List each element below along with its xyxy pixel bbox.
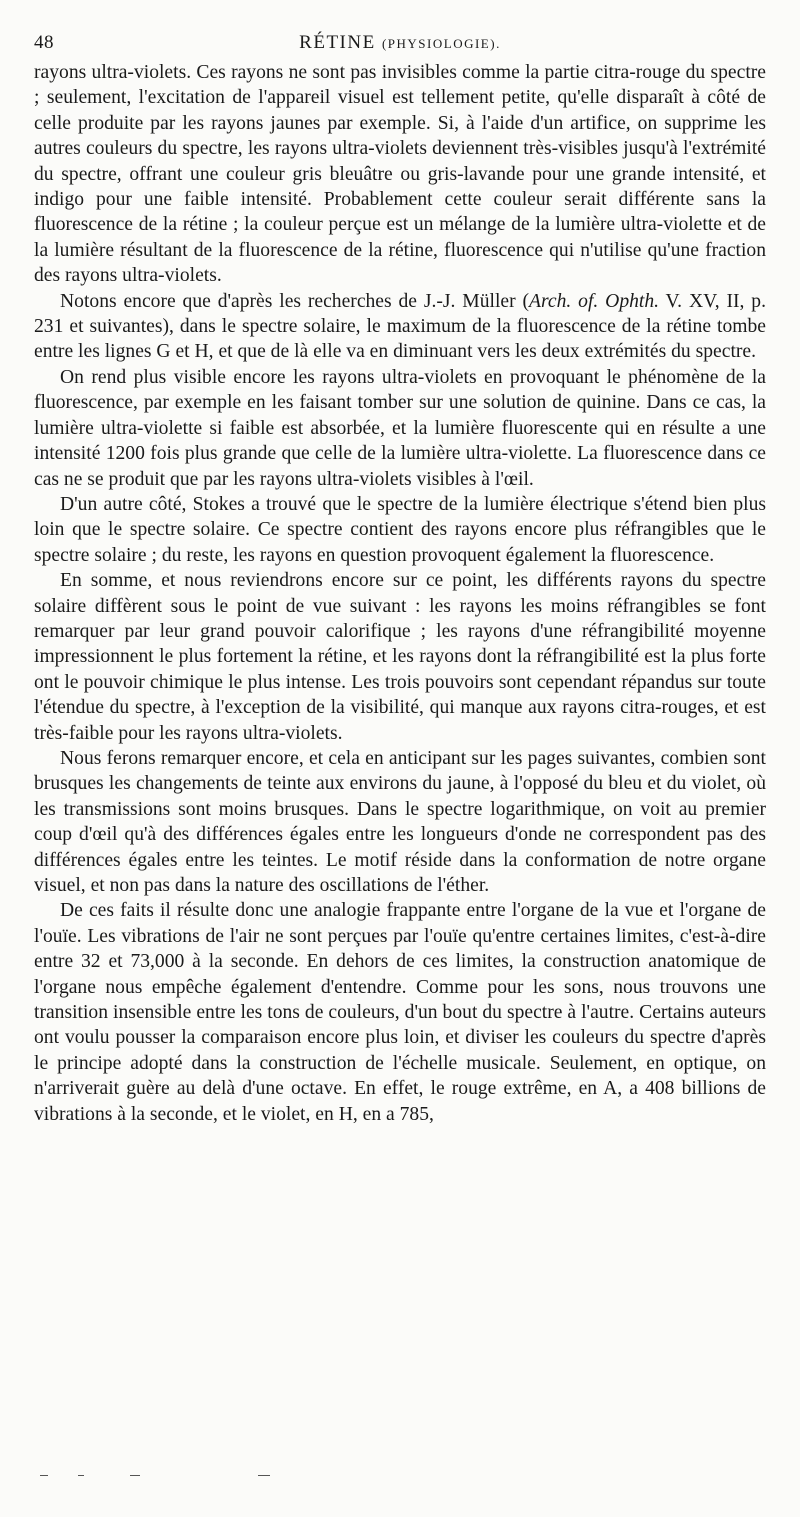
- page-number: 48: [34, 32, 54, 53]
- footer-print-marks: [40, 1475, 340, 1485]
- running-title-main: RÉTINE: [299, 32, 376, 53]
- paragraph-3: On rend plus visible encore les rayons ultra-violets en provoquant le phénomène de la fluorescence, par exemple en les faisant tomber sur une solution de quinine. Dans ce cas, la lumière ultra-violette si faible est absorbée, et la lumière fluorescente qui en résulte a une intensité 1200 fois plus grande que celle de la lumière ultra-violette. La fluorescence dans ce cas ne se produit que par les rayons ultra-violets visibles à l'œil.: [34, 366, 766, 490]
- body-text: [34, 60, 766, 1127]
- paragraph-7: De ces faits il résulte donc une analogie frappante entre l'organe de la vue et l'organe de l'ouïe. Les vibrations de l'air ne sont perçues par l'ouïe qu'entre certaines limites, c'est-à-dire entre 32 et 73,000 à la seconde. En dehors de ces limites, la construction anatomique de l'organe nous empêche également d'entendre. Comme pour les sons, nous trouvons une transition insensible entre les tons de couleurs, d'un bout du spectre à l'autre. Certains auteurs ont voulu pousser la comparaison encore plus loin, et diviser les couleurs du spectre d'après le principe adopté dans la construction de l'échelle musicale. Seulement, en optique, on n'arriverait guère au delà d'une octave. En effet, le rouge extrême, en A, a 408 billions de vibrations à la seconde, et le violet, en H, en a 785,: [34, 900, 766, 1125]
- document-page: [34, 26, 766, 1127]
- print-mark: [130, 1475, 140, 1476]
- citation-title: Arch. of. Ophth.: [529, 290, 660, 312]
- running-title: [34, 32, 766, 54]
- paragraph-2-text-before: Notons encore que d'après les recherches de J.-J. Müller (: [60, 290, 530, 312]
- paragraph-2: [34, 289, 766, 365]
- print-mark: [78, 1475, 84, 1476]
- paragraph-5: En somme, et nous reviendrons encore sur ce point, les différents rayons du spectre solaire diffèrent sous le point de vue suivant : les rayons les moins réfrangibles se font remarquer par leur grand pouvoir calorifique ; les rayons d'une réfrangibilité moyenne impressionnent le plus fortement la rétine, et les rayons dont la réfrangibilité est la plus forte ont le pouvoir chimique le plus intense. Les trois pouvoirs sont cependant répandus sur toute l'étendue du spectre, à l'exception de la visibilité, qui manque aux rayons citra-rouges, et est très-faible pour les rayons ultra-violets.: [34, 570, 766, 744]
- paragraph-4: D'un autre côté, Stokes a trouvé que le spectre de la lumière électrique s'étend bien plus loin que le spectre solaire. Ce spectre contient des rayons encore plus réfrangibles que le spectre solaire ; du reste, les rayons en question provoquent également la fluorescence.: [34, 493, 766, 566]
- paragraph-1: rayons ultra-violets. Ces rayons ne sont pas invisibles comme la partie citra-rouge du spectre ; seulement, l'excitation de l'appareil visuel est tellement petite, qu'elle disparaît à côté de celle produite par les rayons jaunes par exemple. Si, à l'aide d'un artifice, on supprime les autres couleurs du spectre, les rayons ultra-violets deviennent très-visibles jusqu'à l'extrémité du spectre, offrant une couleur gris bleuâtre ou gris-lavande pour une grande intensité, et indigo pour une faible intensité. Probablement cette couleur serait différente sans la fluorescence de la rétine ; la couleur perçue est un mélange de la lumière ultra-violette et de la lumière résultant de la fluorescence de la rétine, fluorescence qui n'utilise qu'une fraction des rayons ultra-violets.: [34, 62, 766, 287]
- paragraph-2-text-after: V. XV, II, p. 231 et suivantes), dans le spectre solaire, le maximum de la fluorescence de la rétine tombe entre les lignes G et H, et que de là elle va en diminuant vers les deux extrémités du spectre.: [34, 290, 766, 363]
- print-mark: [40, 1475, 48, 1476]
- paragraph-6: Nous ferons remarquer encore, et cela en anticipant sur les pages suivantes, combien sont brusques les changements de teinte aux environs du jaune, à l'opposé du bleu et du violet, où les transmissions sont moins brusques. Dans le spectre logarithmique, on voit au premier coup d'œil qu'à des différences égales entre les longueurs d'onde ne correspondent pas des différences égales entre les teintes. Le motif réside dans la conformation de notre organe visuel, et non pas dans la nature des oscillations de l'éther.: [34, 747, 766, 896]
- running-title-sub: (PHYSIOLOGIE).: [381, 36, 501, 51]
- page-header: [34, 26, 766, 60]
- print-mark: [258, 1475, 270, 1476]
